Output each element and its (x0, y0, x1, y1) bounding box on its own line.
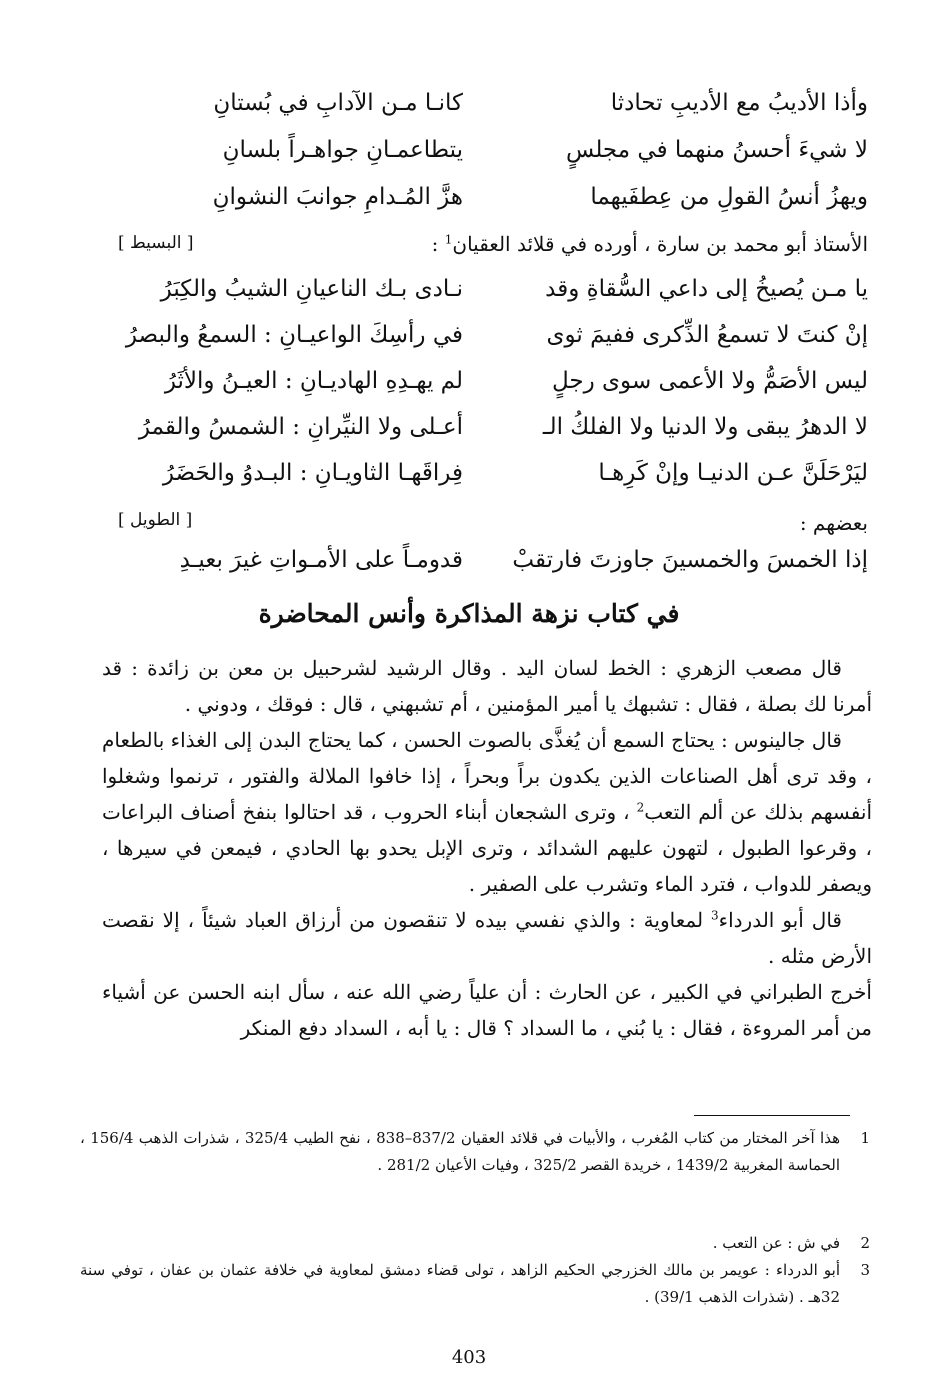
verse-second-hemistich: يتطاعمـانِ جواهـراً بلسانِ (222, 137, 463, 163)
meter-label: [ البسيط ] (118, 233, 194, 253)
paragraph (102, 974, 872, 1046)
footnote-number: 3 (860, 1261, 870, 1279)
footnote-text: في ش : عن التعب . (712, 1234, 840, 1252)
paragraph (102, 722, 872, 902)
verse-first-hemistich: ليس الأصَمُّ ولا الأعمى سوى رجلٍ (552, 368, 868, 394)
verse-first-hemistich: وأذا الأديبُ مع الأديبِ تحادثا (610, 90, 868, 116)
footnote-ref[interactable]: 3 (711, 908, 719, 923)
verse-first-hemistich: ليَرْحَلَنَّ عـن الدنيـا وإنْ كَرِهـا (598, 460, 868, 486)
paragraph (102, 902, 872, 974)
verse-first-hemistich: ويهزُ أنسُ القولِ من عِطفَيهما (590, 184, 868, 210)
verse-second-hemistich: قدومـاً على الأمـواتِ غيرَ بعيـدِ (179, 547, 463, 573)
meter-label: [ الطويل ] (118, 510, 193, 530)
page-number: 403 (451, 1347, 487, 1368)
verse-second-hemistich: لم يهـدِهِ الهاديـانِ : العيـنُ والأثَرُ (164, 368, 463, 394)
paragraph (102, 650, 872, 722)
verse-first-hemistich: إنْ كنتَ لا تسمعُ الذِّكرى ففيمَ ثوى (546, 322, 868, 348)
verse-first-hemistich: لا شيءَ أحسنُ منهما في مجلسٍ (566, 137, 868, 163)
verse-second-hemistich: في رأسِكَ الواعيـانِ : السمعُ والبصرُ (125, 322, 463, 348)
verse-second-hemistich: فِراقَهـا الثاويـانِ : البـدوُ والحَضَرُ (162, 460, 463, 486)
verse-second-hemistich: هزَّ المُـدامِ جوانبَ النشوانِ (212, 184, 463, 210)
footnote-ref[interactable]: 2 (636, 800, 645, 815)
paragraph-text: لمعاوية : والذي نفسي بيده لا تنقصون من أرزاق العباد شيئاً ، إلا نقصت الأرض مثله . (102, 908, 872, 968)
paragraph-text: قال جالينوس : يحتاج السمع أن يُغذَّى بالصوت الحسن ، كما يحتاج البدن إلى الغذاء بالطعام ، وقد ترى أهل الصناعات الذين يكدون براً وبحراً ، إذا خافوا الملالة والفتور ، ترنموا وشغلوا أنفسهم بذلك عن ألم التعب (102, 728, 872, 824)
body-text (102, 650, 872, 1046)
section-title: في كتاب نزهة المذاكرة وأنس المحاضرة (258, 599, 680, 628)
paragraph-text: قال مصعب الزهري : الخط لسان اليد . وقال الرشيد لشرحبيل بن معن بن زائدة : قد أمرنا لك بصلة ، فقال : تشبهك يا أمير المؤمنين ، أم تشبهني ، قال : فوقك ، ودوني . (102, 656, 872, 716)
footnote-number: 2 (860, 1234, 870, 1252)
paragraph-text: أخرج الطبراني في الكبير ، عن الحارث : أن علياً رضي الله عنه ، سأل ابنه الحسن عن أشياء من أمر المروءة ، فقال : يا بُني ، ما السداد ؟ قال : يا أبه ، السداد دفع المنكر (102, 980, 872, 1040)
verse-first-hemistich: يا مـن يُصيخُ إلى داعي السُّقاةِ وقد (545, 276, 868, 302)
verse-second-hemistich: نـادى بـك الناعيانِ الشيبُ والكِبَرُ (160, 276, 463, 302)
footnote (80, 1230, 870, 1257)
footnote-number: 1 (860, 1129, 870, 1147)
footnote-separator (694, 1115, 850, 1116)
verse-second-hemistich: أعـلى ولا النيِّرانِ : الشمسُ والقمرُ (138, 414, 463, 440)
paragraph-text: قال أبو الدرداء (718, 908, 842, 932)
footnote-text: هذا آخر المختار من كتاب المُغرب ، والأبيات في قلائد العقيان 837/2–838 ، نفح الطيب 325/4 ، شذرات الذهب 156/4 ، الحماسة المغربية 1439/2 ، خريدة القصر 325/2 ، وفيات الأعيان 281/2 . (80, 1129, 841, 1174)
poem-intro-sara: الأستاذ أبو محمد بن سارة ، أورده في قلائد العقيان$^1$ : (431, 232, 868, 256)
footnote-ref-1[interactable]: 1 (444, 232, 453, 247)
poem-intro-anon: بعضهم : (799, 511, 868, 535)
verse-second-hemistich: كانـا مـن الآدابِ في بُستانِ (213, 90, 463, 116)
footnote (80, 1125, 870, 1179)
paragraph-text: ، وترى الشجعان أبناء الحروب ، قد احتالوا بنفخ أصناف البراعات ، وقرعوا الطبول ، لتهون عليهم الشدائد ، وترى الإبل يحدو بها الحادي ، فيمعن في سيرها ، ويصفر للدواب ، فترد الماء وتشرب على الصفير . (102, 800, 872, 896)
footnote (80, 1257, 870, 1311)
verse-first-hemistich: لا الدهرُ يبقى ولا الدنيا ولا الفلكُ الـ (542, 414, 868, 440)
verse-first-hemistich: إذا الخمسَ والخمسينَ جاوزتَ فارتقبْ (512, 547, 868, 573)
footnote-text: أبو الدرداء : عويمر بن مالك الخزرجي الحكيم الزاهد ، تولى قضاء دمشق لمعاوية في خلافة عثمان بن عفان ، توفي سنة 32هـ . (شذرات الذهب 39/1) . (80, 1261, 840, 1306)
